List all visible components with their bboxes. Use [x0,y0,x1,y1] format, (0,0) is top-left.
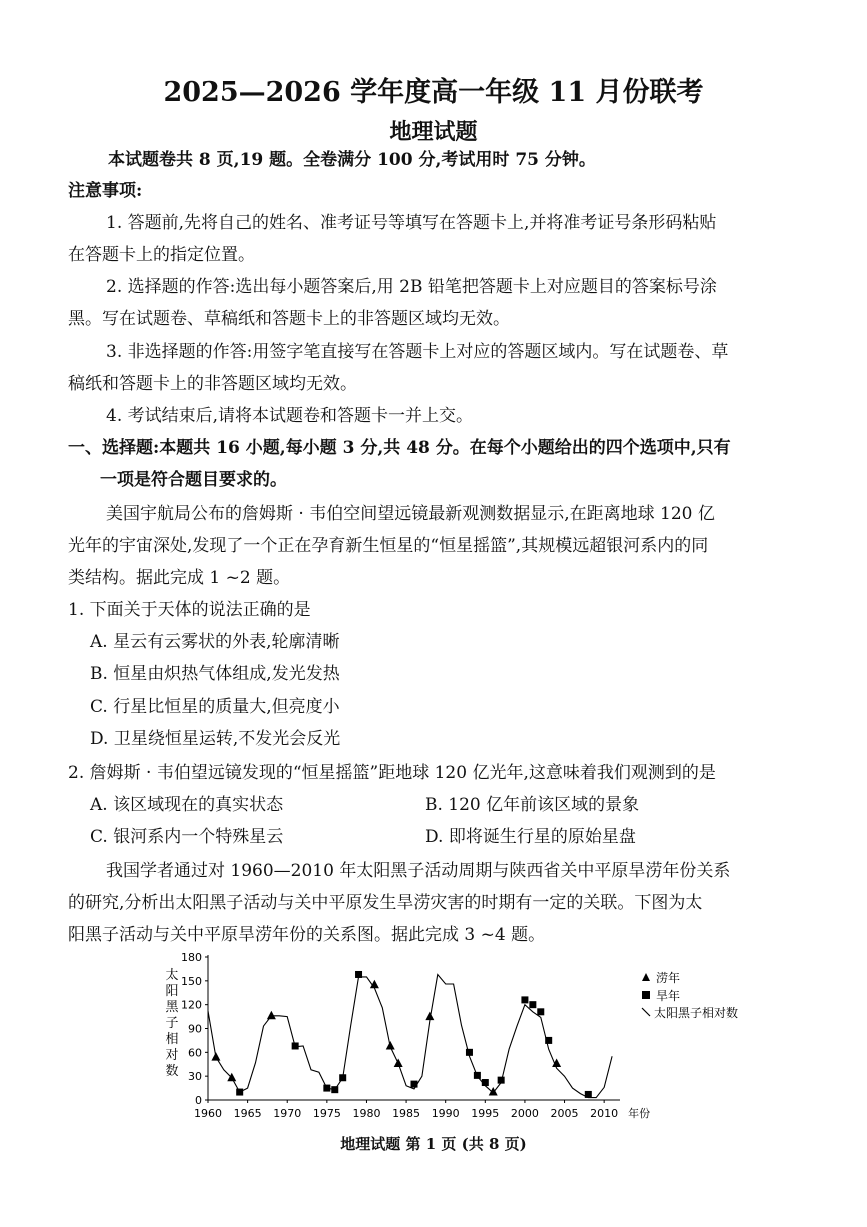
x-tick-label: 1985 [392,1107,421,1120]
flood-year-marker [267,1011,276,1020]
x-tick-label: 2005 [550,1107,579,1120]
y-tick-label: 0 [195,1094,202,1107]
page-footer: 地理试题 第 1 页 (共 8 页) [340,1135,527,1153]
y-tick-label: 150 [181,974,202,988]
drought-year-marker [466,1049,473,1056]
y-axis-label-char: 阳 [165,984,179,999]
notice-line: 3. 非选择题的作答:用签字笔直接写在答题卡上对应的答题区域内。写在试题卷、草 [106,342,729,362]
x-tick-label: 2010 [590,1107,619,1120]
legend-drought-icon [642,991,650,999]
passage-line: 阳黑子活动与关中平原旱涝年份的关系图。据此完成 3 ~4 题。 [68,925,546,945]
passage-line: 光年的宇宙深处,发现了一个正在孕育新生恒星的“恒星摇篮”,其规模远超银河系内的同 [68,536,709,556]
x-tick-label: 1980 [352,1107,381,1120]
drought-year-marker [521,996,528,1003]
notice-line: 1. 答题前,先将自己的姓名、准考证号等填写在答题卡上,并将准考证号条形码粘贴 [106,213,717,233]
notice-line: 黑。写在试题卷、草稿纸和答题卡上的非答题区域均无效。 [68,309,510,329]
flood-year-marker [425,1012,434,1021]
y-tick-label: 90 [188,1022,202,1036]
option-a: A. 星云有云雾状的外表,轮廓清晰 [90,632,340,652]
y-axis-label-char: 太 [165,968,179,983]
option-d: D. 卫星绕恒星运转,不发光会反光 [90,729,341,749]
section-heading-cont: 一项是符合题目要求的。 [100,470,287,490]
drought-year-marker [482,1079,489,1086]
x-tick-label: 1975 [312,1107,341,1120]
flood-year-marker [211,1052,220,1061]
x-tick-label: 1960 [194,1107,222,1120]
x-axis-label: 年份 [628,1107,651,1120]
drought-year-marker [331,1086,338,1093]
option-c: C. 行星比恒星的质量大,但亮度小 [90,697,340,717]
y-axis-label-char: 对 [165,1048,179,1063]
subject-title: 地理试题 [389,119,478,145]
question-stem: 1. 下面关于天体的说法正确的是 [68,600,311,620]
drought-year-marker [411,1081,418,1088]
x-tick-label: 1965 [233,1107,262,1120]
drought-year-marker [292,1042,299,1049]
section-heading: 一、选择题:本题共 16 小题,每小题 3 分,共 48 分。在每个小题给出的四个选项中,只有 [68,438,731,458]
passage-line: 美国宇航局公布的詹姆斯 · 韦伯空间望远镜最新观测数据显示,在距离地球 120 亿 [106,504,715,524]
drought-year-marker [474,1072,481,1079]
exam-info: 本试题卷共 8 页,19 题。全卷满分 100 分,考试用时 75 分钟。 [108,150,596,170]
y-axis-label-char: 子 [165,1016,179,1031]
drought-year-marker [585,1091,592,1098]
x-tick-label: 1990 [431,1107,460,1120]
sunspot-chart [150,945,770,1125]
legend-sunspot-label: 太阳黑子相对数 [654,1006,739,1020]
drought-year-marker [355,971,362,978]
drought-year-marker [545,1037,552,1044]
legend-flood-label: 涝年 [656,971,681,985]
y-tick-label: 120 [181,998,202,1012]
notice-line: 2. 选择题的作答:选出每小题答案后,用 2B 铅笔把答题卡上对应题目的答案标号涂 [106,277,717,297]
legend-flood-icon [642,973,650,981]
drought-year-marker [339,1074,346,1081]
option-b: B. 120 亿年前该区域的景象 [425,795,640,815]
option-d: D. 即将诞生行星的原始星盘 [425,827,636,847]
y-tick-label: 180 [181,951,202,964]
notice-line: 4. 考试结束后,请将本试题卷和答题卡一并上交。 [106,406,474,426]
flood-year-marker [386,1041,395,1050]
drought-year-marker [537,1008,544,1015]
drought-year-marker [323,1085,330,1092]
question-stem: 2. 詹姆斯 · 韦伯望远镜发现的“恒星摇篮”距地球 120 亿光年,这意味着我们观测到的是 [68,763,716,783]
sunspot-line [208,975,612,1098]
notice-line: 稿纸和答题卡上的非答题区域均无效。 [68,374,357,394]
x-tick-label: 1970 [273,1107,302,1120]
flood-year-marker [394,1058,403,1067]
option-b: B. 恒星由炽热气体组成,发光发热 [90,664,340,684]
y-axis-label-char: 相 [165,1032,179,1047]
page-title: 2025—2026 学年度高一年级 11 月份联考 [163,77,704,108]
y-axis-label-char: 黑 [165,1000,179,1015]
option-c: C. 银河系内一个特殊星云 [90,827,284,847]
passage-line: 我国学者通过对 1960—2010 年太阳黑子活动周期与陕西省关中平原旱涝年份关系 [106,861,731,881]
passage-line: 的研究,分析出太阳黑子活动与关中平原发生旱涝灾害的时期有一定的关联。下图为太 [68,893,703,913]
legend-drought-label: 旱年 [656,989,681,1003]
x-tick-label: 2000 [510,1107,539,1120]
x-tick-label: 1995 [471,1107,500,1120]
option-a: A. 该区域现在的真实状态 [90,795,284,815]
y-tick-label: 60 [188,1046,202,1060]
y-tick-label: 30 [188,1070,202,1084]
drought-year-marker [498,1077,505,1084]
passage-line: 类结构。据此完成 1 ~2 题。 [68,568,291,588]
y-axis-label-char: 数 [165,1064,179,1079]
drought-year-marker [236,1089,243,1096]
notice-heading: 注意事项: [68,181,143,201]
drought-year-marker [529,1001,536,1008]
legend-sunspot-icon [642,1008,650,1016]
notice-line: 在答题卡上的指定位置。 [68,245,255,265]
